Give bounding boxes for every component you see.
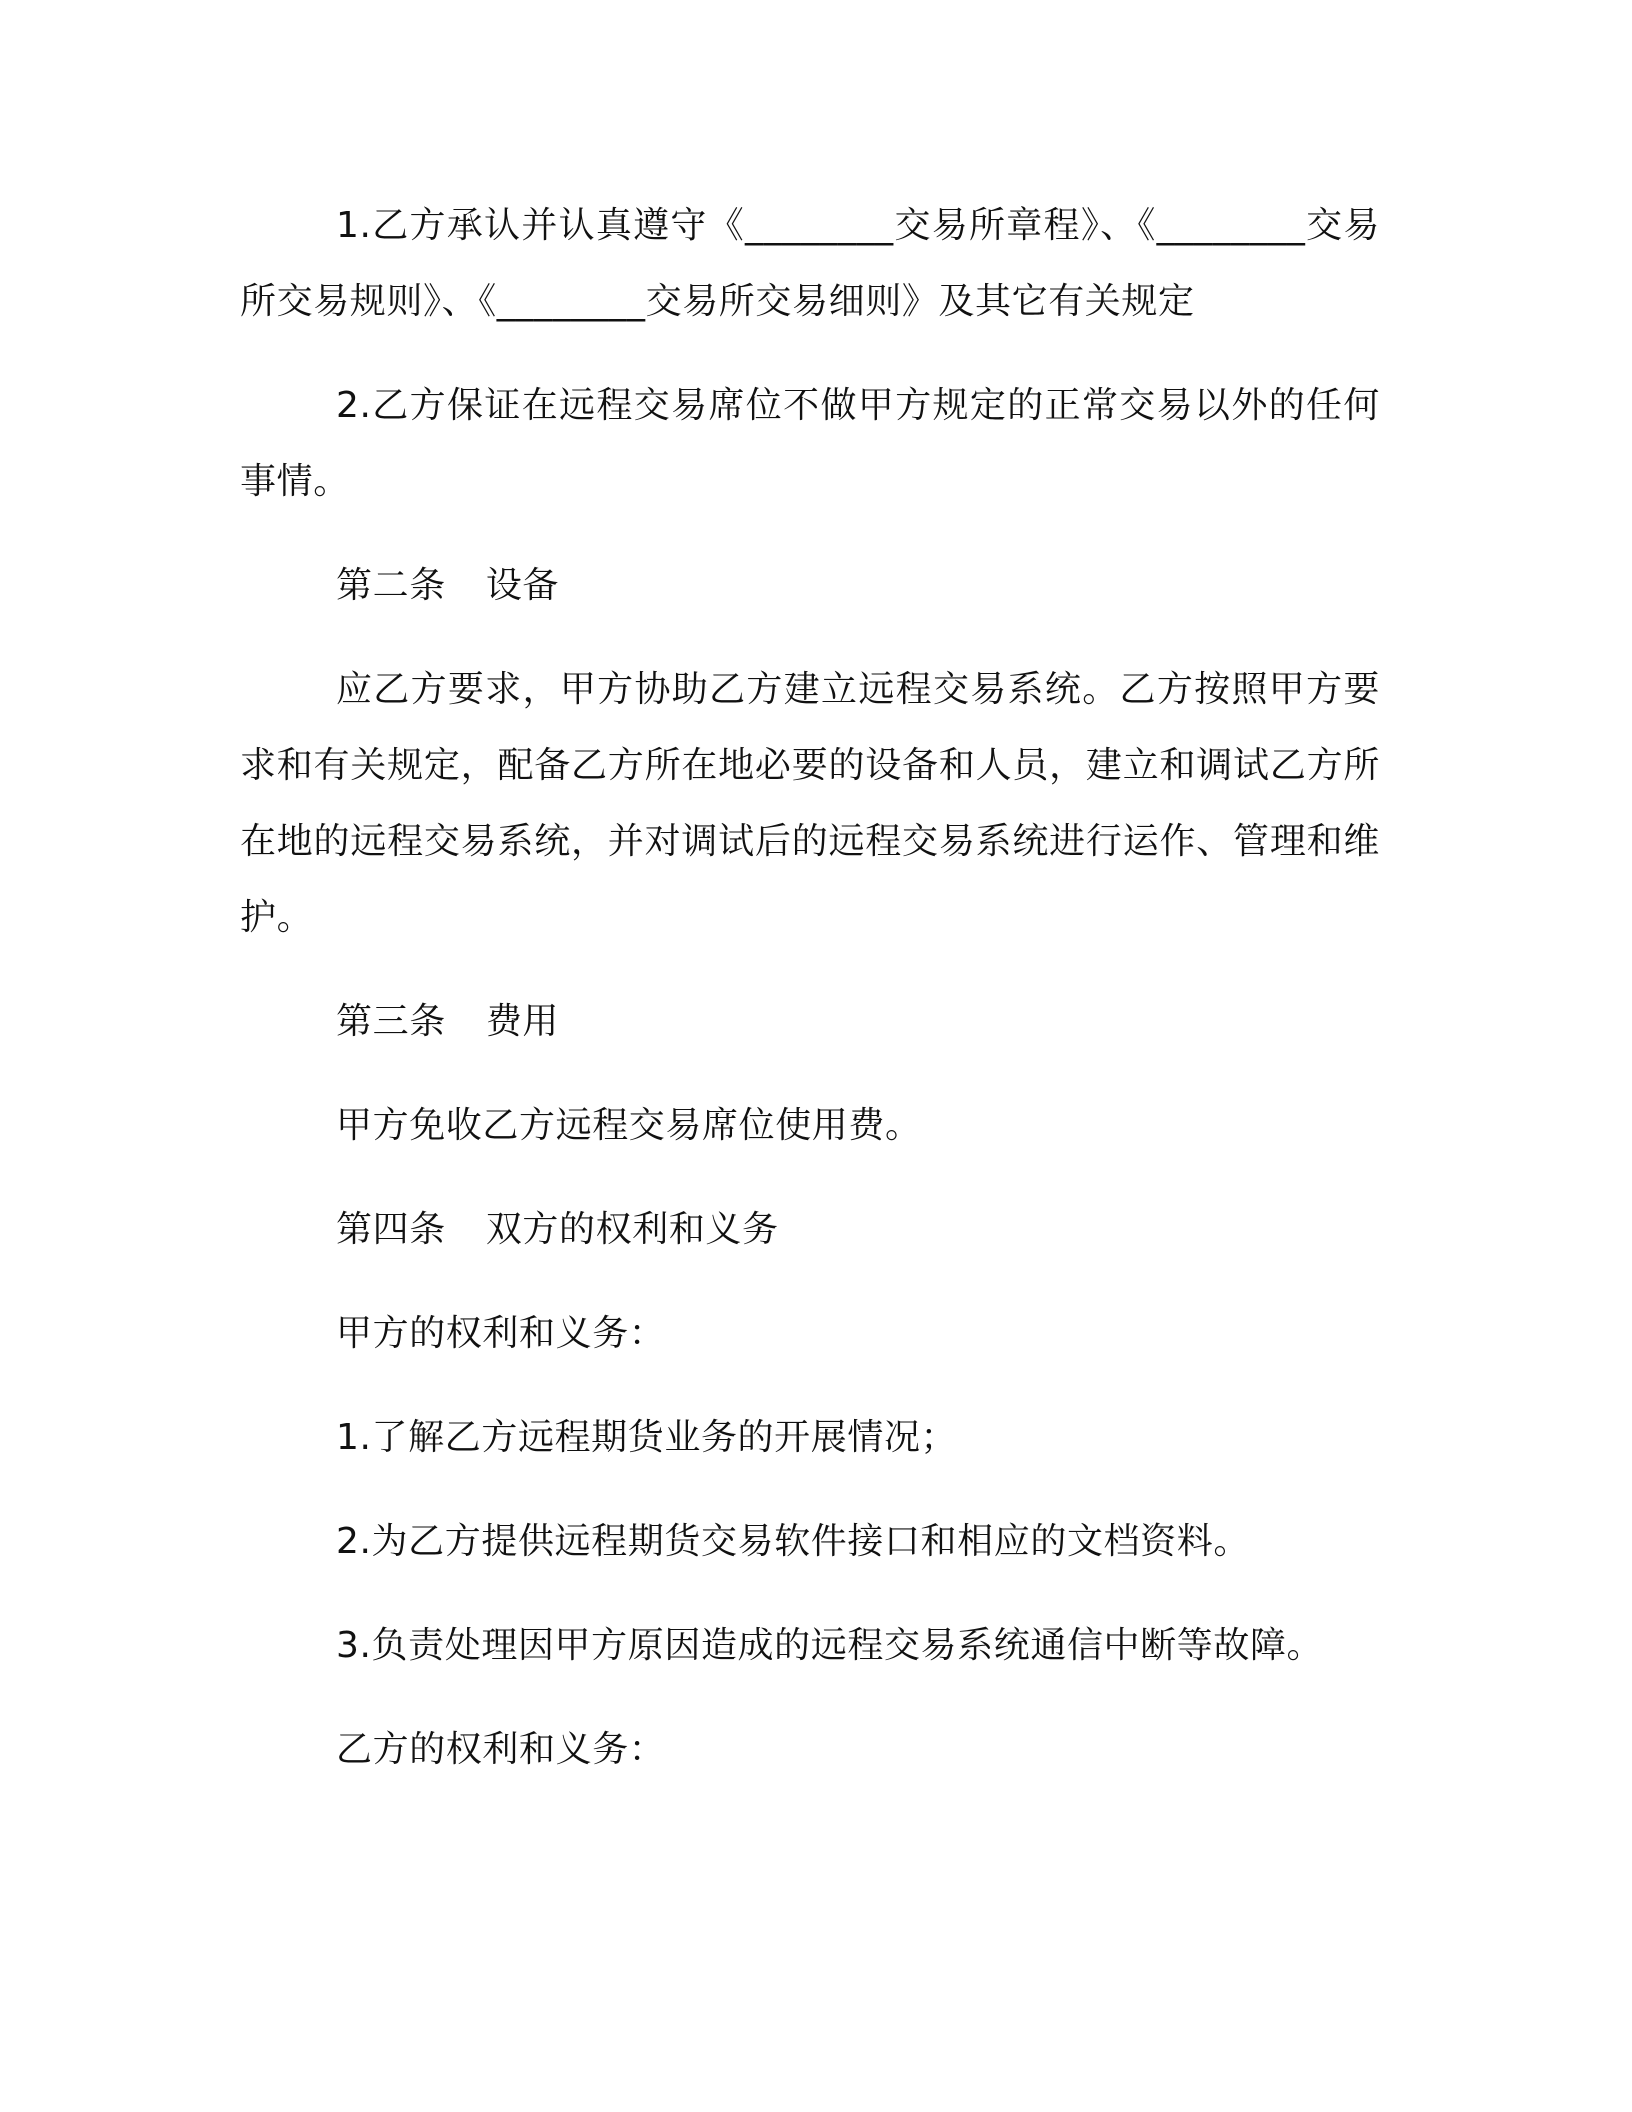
article-3-heading	[240, 984, 1380, 1060]
article-4-number: 第四条	[336, 1209, 446, 1250]
clause-2-no-other-business: 2.乙方保证在远程交易席位不做甲方规定的正常交易以外的任何事情。	[240, 385, 1380, 502]
article-2-title: 设备	[485, 565, 560, 606]
article-3-body: 甲方免收乙方远程交易席位使用费。	[336, 1105, 922, 1146]
party-a-item-3: 3.负责处理因甲方原因造成的远程交易系统通信中断等故障。	[336, 1625, 1324, 1666]
article-2-heading	[240, 548, 1380, 624]
article-4-title: 双方的权利和义务	[485, 1209, 779, 1250]
document-body	[240, 188, 1380, 1788]
clause-1-observe-rules: 1.乙方承认并认真遵守《________交易所章程》、《________交易所交易规则》、《________交易所交易细则》及其它有关规定	[240, 205, 1380, 322]
article-3-number: 第三条	[336, 1001, 446, 1042]
party-a-item-1: 1.了解乙方远程期货业务的开展情况；	[336, 1417, 958, 1458]
article-4-heading	[240, 1192, 1380, 1268]
party-b-rights-label: 乙方的权利和义务：	[336, 1729, 666, 1770]
article-3-title: 费用	[485, 1001, 560, 1042]
party-a-item-2: 2.为乙方提供远程期货交易软件接口和相应的文档资料。	[336, 1521, 1250, 1562]
party-a-rights-label: 甲方的权利和义务：	[336, 1313, 666, 1354]
article-2-number: 第二条	[336, 565, 446, 606]
article-2-body: 应乙方要求，甲方协助乙方建立远程交易系统。乙方按照甲方要求和有关规定，配备乙方所在地必要的设备和人员，建立和调试乙方所在地的远程交易系统，并对调试后的远程交易系统进行运作、管理和维护。	[240, 669, 1380, 938]
